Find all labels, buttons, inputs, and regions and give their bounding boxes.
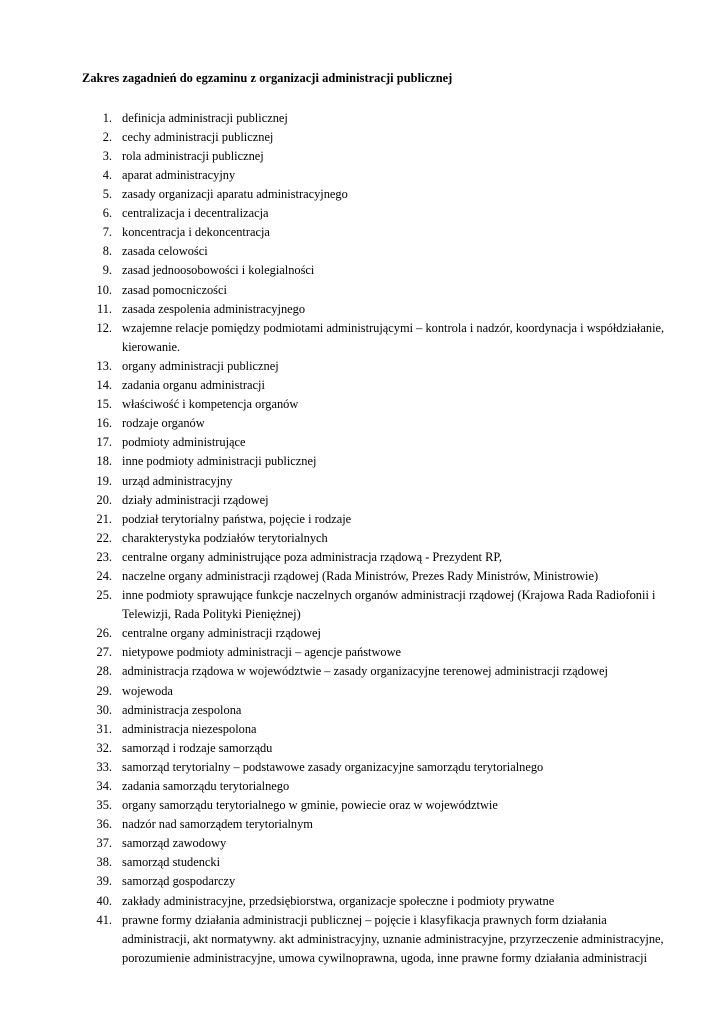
list-item: zakłady administracyjne, przedsiębiorstwa, organizacje społeczne i podmioty prywatne xyxy=(122,893,555,908)
page-title: Zakres zagadnień do egzaminu z organizacji administracji publicznej xyxy=(82,71,453,85)
list-item: rodzaje organów xyxy=(122,416,205,431)
list-item: zasad jednoosobowości i kolegialności xyxy=(122,263,315,278)
list-item: nietypowe podmioty administracji – agencje państwowe xyxy=(122,645,402,660)
list-item: samorząd i rodzaje samorządu xyxy=(122,740,273,755)
list-item: charakterystyka podziałów terytorialnych xyxy=(122,530,328,545)
list-item: organy samorządu terytorialnego w gminie, powiecie oraz w województwie xyxy=(122,798,498,813)
list-item: zasada celowości xyxy=(122,244,208,259)
list-item: zasady organizacji aparatu administracyjnego xyxy=(122,187,348,202)
list-item: podział terytorialny państwa, pojęcie i rodzaje xyxy=(122,511,352,526)
list-item: działy administracji rządowej xyxy=(122,492,269,507)
list-item: prawne formy działania administracji publicznej – pojęcie i klasyfikacja prawnych form działania administracji, akt normatywny. akt administracyjny, uznanie administracyjne, przyrzeczenie administracyjne, porozumienie administracyjne, umowa cywilnoprawna, ugoda, inne prawne formy działania administracji xyxy=(122,912,664,965)
topics-list xyxy=(82,109,667,968)
list-item: centralizacja i decentralizacja xyxy=(122,206,269,221)
list-item: naczelne organy administracji rządowej (Rada Ministrów, Prezes Rady Ministrów, Ministrowie) xyxy=(122,568,599,583)
list-item: właściwość i kompetencja organów xyxy=(122,397,299,412)
list-item: inne podmioty administracji publicznej xyxy=(122,454,317,469)
list-item: nadzór nad samorządem terytorialnym xyxy=(122,817,313,832)
list-item: samorząd studencki xyxy=(122,855,221,870)
list-item: definicja administracji publicznej xyxy=(122,110,288,125)
list-item: zasada zespolenia administracyjnego xyxy=(122,301,306,316)
list-item: administracja niezespolona xyxy=(122,721,257,736)
list-item: zadania samorządu terytorialnego xyxy=(122,779,290,794)
list-item: cechy administracji publicznej xyxy=(122,129,274,144)
list-item: rola administracji publicznej xyxy=(122,148,264,163)
list-item: koncentracja i dekoncentracja xyxy=(122,225,270,240)
list-item: wzajemne relacje pomiędzy podmiotami administrującymi – kontrola i nadzór, koordynacja i współdziałanie, kierowanie. xyxy=(122,320,665,354)
list-item: podmioty administrujące xyxy=(122,435,246,450)
list-item: aparat administracyjny xyxy=(122,168,236,183)
list-item: samorząd terytorialny – podstawowe zasady organizacyjne samorządu terytorialnego xyxy=(122,759,544,774)
list-item: centralne organy administrujące poza administracja rządową - Prezydent RP, xyxy=(122,549,502,564)
list-item: wojewoda xyxy=(122,683,173,698)
list-item: samorząd zawodowy xyxy=(122,836,227,851)
list-item: organy administracji publicznej xyxy=(122,358,279,373)
list-item: samorząd gospodarczy xyxy=(122,874,236,889)
list-item: administracja rządowa w województwie – zasady organizacyjne terenowej administracji rządowej xyxy=(122,664,608,679)
list-item: centralne organy administracji rządowej xyxy=(122,626,321,641)
list-item: zadania organu administracji xyxy=(122,378,265,393)
list-item: inne podmioty sprawujące funkcje naczelnych organów administracji rządowej (Krajowa Rada Radiofonii i Telewizji, Rada Polityki Pieniężnej) xyxy=(122,588,656,622)
list-item: urząd administracyjny xyxy=(122,473,233,488)
list-item: administracja zespolona xyxy=(122,702,242,717)
list-item: zasad pomocniczości xyxy=(122,282,227,297)
